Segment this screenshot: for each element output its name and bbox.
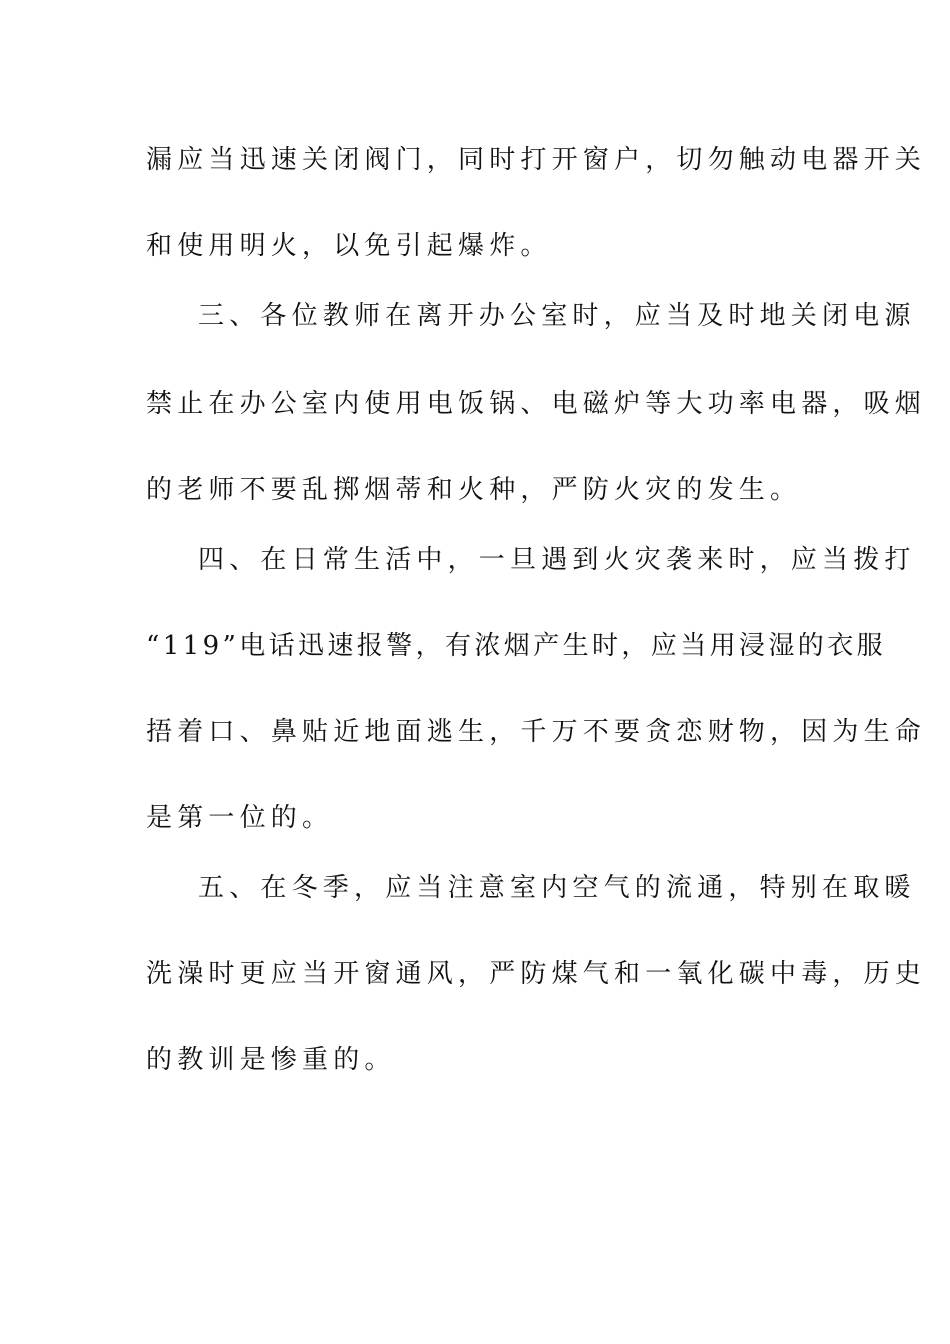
paragraph-line: 是第一位的。 xyxy=(146,803,334,833)
paragraph-line: “119”电话迅速报警，有浓烟产生时，应当用浸湿的衣服 xyxy=(146,631,887,661)
paragraph-line: 五、在冬季，应当注意室内空气的流通，特别在取暖 xyxy=(198,873,916,903)
paragraph-line: 的老师不要乱掷烟蒂和火种，严防火灾的发生。 xyxy=(146,475,802,505)
paragraph-line: 四、在日常生活中，一旦遇到火灾袭来时，应当拨打 xyxy=(198,545,916,575)
paragraph-line: 的教训是惨重的。 xyxy=(146,1045,396,1075)
paragraph-line: 禁止在办公室内使用电饭锅、电磁炉等大功率电器，吸烟 xyxy=(146,389,927,419)
paragraph-line: 和使用明火，以免引起爆炸。 xyxy=(146,231,552,261)
paragraph-line: 三、各位教师在离开办公室时，应当及时地关闭电源 xyxy=(198,301,916,331)
paragraph-line: 捂着口、鼻贴近地面逃生，千万不要贪恋财物，因为生命 xyxy=(146,717,927,747)
paragraph-line: 漏应当迅速关闭阀门，同时打开窗户，切勿触动电器开关 xyxy=(146,145,927,175)
paragraph-line: 洗澡时更应当开窗通风，严防煤气和一氧化碳中毒，历史 xyxy=(146,959,927,989)
